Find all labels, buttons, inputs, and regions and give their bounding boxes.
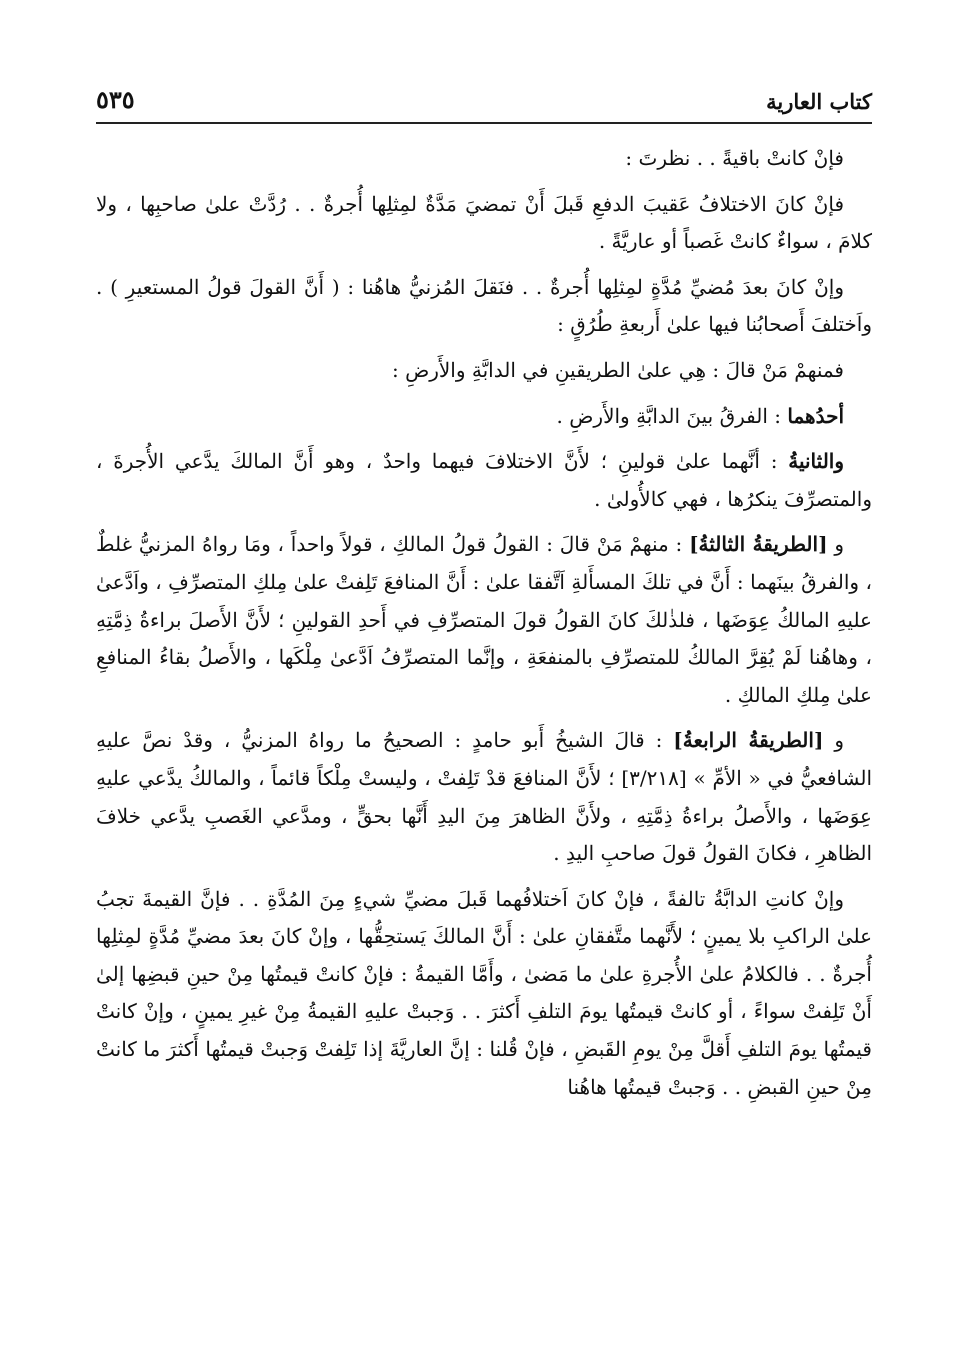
paragraph-lead: [الطريقةُ الرابعةُ] — [673, 728, 824, 753]
page-number: ٥٣٥ — [96, 85, 135, 114]
paragraph-text: : منهمْ مَنْ قالَ : القولُ قولُ المالكِ ، قولاً واحداً ، ومَا رواهُ المزنيُّ غلطٌ ، والفرقُ بينَهما : أَنَّ في تلكَ المسأَلةِ اَتَّفقا علىٰ : أَنَّ المنافعَ تَلِفتْ علىٰ مِلكِ المتصرِّفِ ، واَدَّعىٰ عليهِ المالكُ عِوَضَها ، فلذٰلكَ كانَ القولُ قولَ المتصرِّفِ في أَحدِ القولينِ ؛ لأَنَّ الأَصلَ براءةُ ذِمَّتِهِ ، وهاهُنا لَمْ يُقِرَّ المالكُ للمتصرِّفِ بالمنفعَةِ ، وإنَّما المتصرِّفُ اَدَّعىٰ مِلْكَها ، والأَصلُ بقاءُ المنافعِ علىٰ مِلكِ المالكِ . — [96, 532, 872, 707]
paragraph-text: : أنَّهما علىٰ قولينِ ؛ لأَنَّ الاختلافَ فيهما واحدٌ ، وهو أَنَّ المالكَ يدَّعي الأُجرةَ ، والمتصرِّفَ ينكرُها ، فهي كالأُولىٰ . — [96, 449, 872, 511]
paragraph-text: فإنْ كانتْ باقيةً . . نظرتَ : — [625, 146, 844, 170]
paragraph-text: وإنْ كانَ بعدَ مُضيِّ مُدَّةٍ لمِثلِها أُجرةٌ . . فنَقلَ المُزنيُّ هاهُنا : ( أَنَّ القولَ قولُ المستعيرِ ) . واَختلفَ أَصحابُنا فيها علىٰ أَربعةِ طُرُقٍ : — [96, 274, 872, 337]
paragraph-3 — [96, 269, 872, 344]
paragraph-5 — [96, 398, 872, 436]
paragraph-lead: والثانيةُ — [788, 449, 844, 474]
paragraph-1 — [96, 140, 872, 178]
paragraph-9 — [96, 881, 872, 1107]
header-rule — [96, 122, 872, 124]
paragraph-text: فمنهمْ مَنْ قالَ : هِي علىٰ الطريقينِ في الدابَّةِ والأَرضِ : — [391, 357, 844, 382]
paragraph-4 — [96, 352, 872, 390]
paragraph-lead: أحدُهما — [787, 403, 844, 428]
paragraph-7 — [96, 526, 872, 714]
paragraph-text: وإنْ كانتِ الدابَّةُ تالفةً ، فإنْ كانَ اَختلافُهما قَبلَ مضيِّ شيءٍ مِنَ المُدَّةِ . . فإنَّ القيمةَ تجبُ علىٰ الراكبِ بلا يمينٍ ؛ لأَنَّهما متَّفقانِ علىٰ : أَنَّ المالكَ يَستحِقُّها ، وإنْ كانَ بعدَ مضيِّ مُدَّةٍ لمِثلِها أُجرةٌ . . فالكلامُ علىٰ الأُجرةِ علىٰ ما مَضىٰ ، وأَمَّا القيمةُ : فإنْ كانتْ قيمتُها مِنْ حينِ قبضِها إلىٰ أَنْ تَلِفتْ سواءً ، أو كانتْ قيمتُها يومَ التلفِ أَكثرَ . . وَجبتْ عليهِ القيمةُ مِنْ غيرِ يمينٍ ، وإنْ كانتْ قيمتُها يومَ التلفِ أَقلَّ مِنْ يومِ القَبضِ ، فإنْ قُلنا : إنَّ العاريَّةَ إذا تَلِفتْ وَجبتْ قيمتُها أَكثرَ ما كانتْ مِنْ حينِ القبضِ . . وَجبتْ قيمتُها هاهُنا — [96, 886, 873, 1099]
paragraph-text: : قالَ الشيخُ أَبو حامدٍ : الصحيحُ ما رواهُ المزنيُّ ، وقدْ نصَّ عليهِ الشافعيُّ في « الأمِّ » [٣/٢١٨] ؛ لأَنَّ المنافعَ قدْ تَلِفتْ ، وليستْ مِلْكاً قائماً ، والمالكُ يدَّعي عليهِ عِوَضَها ، والأَصلُ براءةُ ذِمَّتِهِ ، ولأَنَّ الظاهرَ مِنَ اليدِ أَنَّها بحقٍّ ، ومدَّعي الغَصبِ يدَّعي خلافَ الظاهرِ ، فكانَ القولُ قولَ صاحبِ اليدِ . — [96, 728, 873, 866]
paragraph-text: : الفرقُ بينَ الدابَّةِ والأَرضِ . — [556, 403, 788, 428]
paragraph-prefix: و — [823, 728, 844, 753]
paragraph-prefix: و — [827, 532, 844, 557]
paragraph-6 — [96, 443, 872, 518]
paragraph-8 — [96, 722, 872, 872]
paragraph-2 — [96, 186, 872, 261]
running-title: كتاب العارية — [766, 89, 872, 114]
page-header — [96, 80, 872, 114]
paragraph-lead: [الطريقةُ الثالثةُ] — [689, 532, 828, 557]
paragraph-text: فإنْ كانَ الاختلافُ عَقيبَ الدفعِ قَبلَ أَنْ تمضيَ مَدَّةٌ لمِثلِها أُجرةٌ . . رُدَّتْ علىٰ صاحبِها ، ولا كلامَ ، سواءٌ كانتْ غَصباً أو عاريَّةً . — [96, 191, 872, 254]
page-body — [96, 140, 872, 1114]
